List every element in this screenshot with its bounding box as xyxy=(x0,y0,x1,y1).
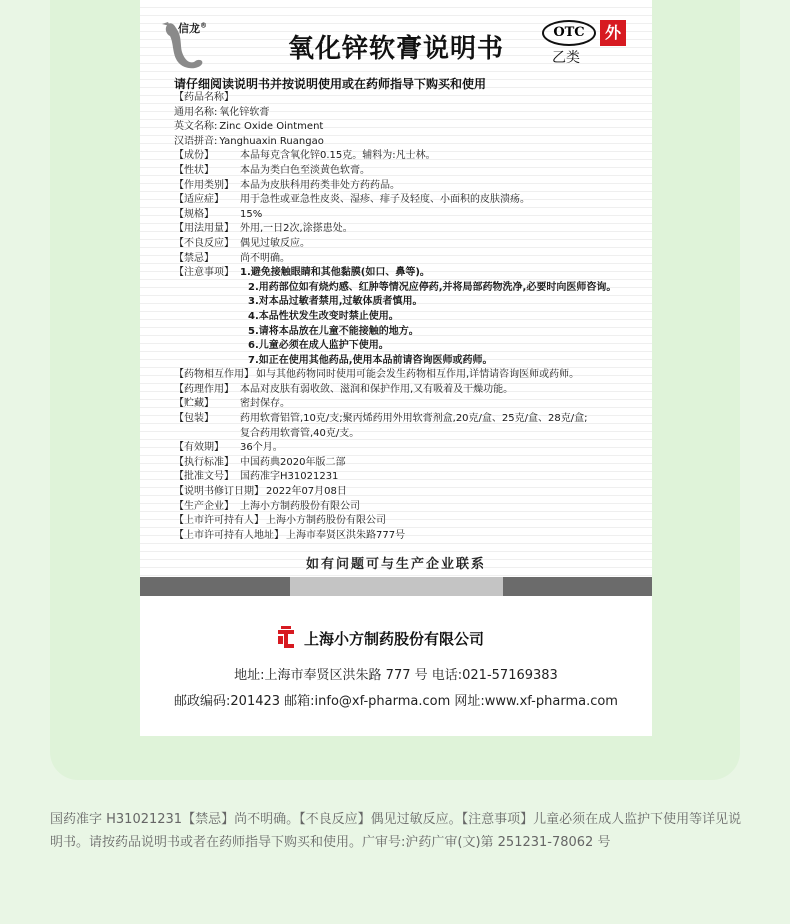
section-label: 【适应症】 xyxy=(174,194,224,206)
reading-notice: 请仔细阅读说明书并按说明使用或在药师指导下购买和使用 xyxy=(174,77,487,91)
instruction-leaflet xyxy=(140,0,652,580)
character-row xyxy=(174,164,644,179)
indication-row xyxy=(174,193,644,208)
document-title: 氧化锌软膏说明书 xyxy=(287,34,504,64)
company-name: 上海小方制药股份有限公司 xyxy=(304,630,485,648)
section-value: 氧化锌软膏 xyxy=(219,106,270,118)
section-value: 密封保存。 xyxy=(240,398,290,410)
caution-item: 7.如正在使用其他药品,使用本品前请咨询医师或药师。 xyxy=(248,354,493,366)
section-label: 【药理作用】 xyxy=(174,383,234,395)
section-label: 【用法用量】 xyxy=(174,223,234,235)
section-label: 【生产企业】 xyxy=(174,500,234,512)
section-label: 【执行标准】 xyxy=(174,456,234,468)
caution-item: 4.本品性状发生改变时禁止使用。 xyxy=(248,310,399,322)
caution-row xyxy=(174,339,644,354)
storage-row xyxy=(174,397,644,412)
section-value: 36个月。 xyxy=(240,442,283,454)
section-value: 本品为类白色至淡黄色软膏。 xyxy=(240,164,370,176)
section-label: 【贮藏】 xyxy=(174,398,214,410)
pharmacology-row xyxy=(174,383,644,398)
approval-row xyxy=(174,470,644,485)
section-label: 【药品名称】 xyxy=(174,92,234,103)
category-row xyxy=(174,179,644,194)
caution-item: 3.对本品过敏者禁用,过敏体质者慎用。 xyxy=(248,296,423,308)
section-label: 【上市许可持有人地址】 xyxy=(174,529,284,541)
adverse-row xyxy=(174,237,644,252)
section-label: 【批准文号】 xyxy=(174,471,234,483)
validity-row xyxy=(174,441,644,456)
section-label: 【药物相互作用】 xyxy=(174,369,254,381)
section-label: 【包装】 xyxy=(174,413,214,425)
section-value: Yanghuaxin Ruangao xyxy=(219,135,324,147)
section-value: 如与其他药物同时使用可能会发生药物相互作用,详情请咨询医师或药师。 xyxy=(256,369,580,381)
holder-address-row xyxy=(174,529,644,544)
caution-item: 6.儿童必须在成人监护下使用。 xyxy=(248,340,389,352)
caution-row xyxy=(174,295,644,310)
section-value: 15% xyxy=(240,208,263,220)
section-value: 药用软膏铝管,10克/支;聚丙烯药用外用软膏剂盒,20克/盒、25克/盒、28克/盒; xyxy=(240,413,588,425)
section-value: 本品每克含氧化锌0.15克。辅料为:凡士林。 xyxy=(240,150,436,162)
drug-name-heading-row xyxy=(174,91,644,106)
company-postal-email-web: 邮政编码:201423 邮箱:info@xf-pharma.com 网址:www.xf-pharma.com xyxy=(174,694,618,709)
package-row xyxy=(174,412,644,427)
composition-row xyxy=(174,149,644,164)
section-label: 英文名称: xyxy=(174,121,218,133)
section-value: 国药准字H31021231 xyxy=(240,471,339,483)
section-label: 【说明书修订日期】 xyxy=(174,486,264,498)
section-label: 【性状】 xyxy=(174,164,214,176)
section-value: 本品对皮肤有弱收敛、滋润和保护作用,又有吸着及干燥功能。 xyxy=(240,383,514,395)
section-value: 中国药典2020年版二部 xyxy=(240,456,346,468)
section-value: 用于急性或亚急性皮炎、湿疹、痱子及轻度、小面积的皮肤溃疡。 xyxy=(240,194,530,206)
otc-class-label: 乙类 xyxy=(552,50,580,66)
contraindication-row xyxy=(174,252,644,267)
section-value: 本品为皮肤科用药类非处方药药品。 xyxy=(240,179,400,191)
section-label: 【规格】 xyxy=(174,208,214,220)
manufacturer-row xyxy=(174,500,644,515)
interaction-row xyxy=(174,368,644,383)
standard-row xyxy=(174,456,644,471)
section-value: 外用,一日2次,涂搽患处。 xyxy=(240,223,353,235)
section-label: 【上市许可持有人】 xyxy=(174,515,264,527)
leaflet-header xyxy=(140,0,652,72)
english-name-row xyxy=(174,120,644,135)
footer-disclaimer: 国药准字 H31021231【禁忌】尚不明确。【不良反应】偶见过敏反应。【注意事项】儿童必须在成人监护下使用等详见说明书。请按药品说明书或者在药师指导下购买和使用。广审号:沪药广审(文)第 251231-78062 号 xyxy=(50,812,742,850)
leaflet-sections xyxy=(174,91,644,543)
company-address: 地址:上海市奉贤区洪朱路 777 号 电话:021-57169383 xyxy=(234,668,558,683)
common-name-row xyxy=(174,106,644,121)
section-label: 【成份】 xyxy=(174,150,214,162)
section-value: 尚不明确。 xyxy=(240,252,290,264)
section-label: 通用名称: xyxy=(174,106,218,118)
section-label: 【作用类别】 xyxy=(174,179,234,191)
caution-row xyxy=(174,354,644,369)
package-row-continued xyxy=(174,427,644,442)
section-label: 【有效期】 xyxy=(174,442,224,454)
section-value: 复合药用软膏管,40克/支。 xyxy=(240,427,360,439)
section-value: 上海小方制药股份有限公司 xyxy=(240,500,360,512)
pinyin-row xyxy=(174,135,644,150)
usage-row xyxy=(174,222,644,237)
brand-name: 信龙® xyxy=(178,21,207,35)
section-value: Zinc Oxide Ointment xyxy=(219,121,324,133)
caution-row xyxy=(174,310,644,325)
section-label: 【注意事项】 xyxy=(174,267,234,279)
section-value: 上海市奉贤区洪朱路777号 xyxy=(286,529,406,541)
section-value: 偶见过敏反应。 xyxy=(240,237,310,249)
caution-item: 1.避免接触眼睛和其他黏膜(如口、鼻等)。 xyxy=(240,267,430,279)
section-label: 【不良反应】 xyxy=(174,237,234,249)
caution-row xyxy=(174,266,644,281)
caution-item: 5.请将本品放在儿童不能接触的地方。 xyxy=(248,325,419,337)
company-logo-icon xyxy=(278,626,294,648)
contact-line: 如有问题可与生产企业联系 xyxy=(305,557,486,572)
section-value: 2022年07月08日 xyxy=(266,486,347,498)
caution-item: 2.用药部位如有烧灼感、红肿等情况应停药,并将局部药物洗净,必要时向医师咨询。 xyxy=(248,281,617,293)
spec-row xyxy=(174,208,644,223)
revision-row xyxy=(174,485,644,500)
company-info-card xyxy=(140,596,652,736)
caution-row xyxy=(174,281,644,296)
holder-row xyxy=(174,514,644,529)
otc-badge: OTC xyxy=(542,20,596,46)
section-label: 【禁忌】 xyxy=(174,252,214,264)
section-value: 上海小方制药股份有限公司 xyxy=(266,515,386,527)
section-label: 汉语拼音: xyxy=(174,135,218,147)
external-use-badge: 外 xyxy=(600,20,626,46)
caution-row xyxy=(174,325,644,340)
divider-bar-highlight xyxy=(290,577,503,596)
